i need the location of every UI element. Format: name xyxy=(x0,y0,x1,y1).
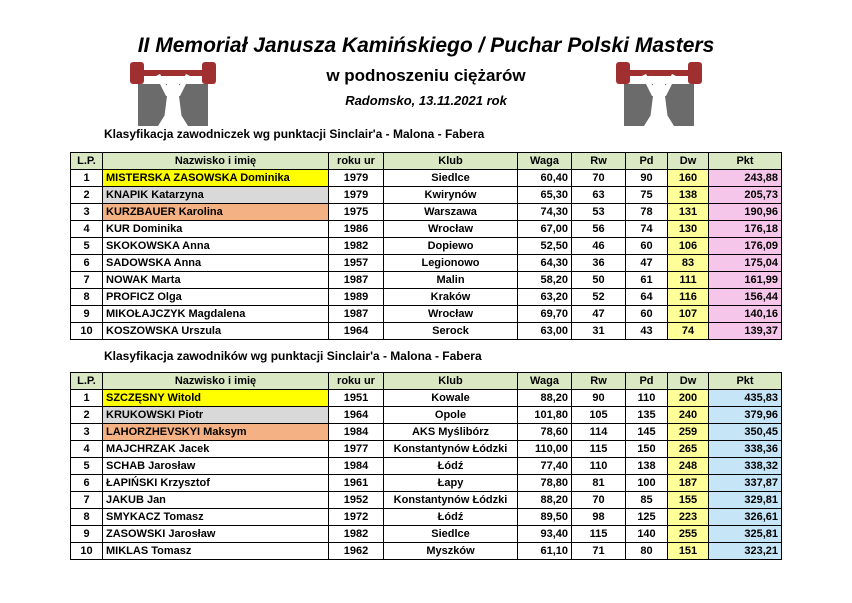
club-cell: Legionowo xyxy=(384,255,518,272)
points-cell: 176,18 xyxy=(709,221,782,238)
weight-cell: 110,00 xyxy=(518,441,572,458)
page-title: II Memoriał Janusza Kamińskiego / Puchar Polski Masters xyxy=(137,34,715,57)
clean-jerk-cell: 135 xyxy=(626,407,668,424)
header-col-club: Klub xyxy=(384,153,518,170)
table-row xyxy=(71,424,782,441)
snatch-cell: 110 xyxy=(572,458,626,475)
lp-cell: 8 xyxy=(71,509,103,526)
club-cell: Siedlce xyxy=(384,170,518,187)
club-cell: Kwirynów xyxy=(384,187,518,204)
table-row xyxy=(71,492,782,509)
weightlifter-icon xyxy=(128,58,218,130)
total-cell: 200 xyxy=(668,390,709,407)
year-cell: 1975 xyxy=(329,204,384,221)
lp-cell: 6 xyxy=(71,255,103,272)
header-col-total: Dw xyxy=(668,153,709,170)
lp-cell: 3 xyxy=(71,424,103,441)
snatch-cell: 114 xyxy=(572,424,626,441)
year-cell: 1987 xyxy=(329,272,384,289)
snatch-cell: 105 xyxy=(572,407,626,424)
table-row xyxy=(71,255,782,272)
total-cell: 187 xyxy=(668,475,709,492)
club-cell: Łapy xyxy=(384,475,518,492)
name-cell: SZCZĘSNY Witold xyxy=(103,390,329,407)
snatch-cell: 50 xyxy=(572,272,626,289)
year-cell: 1982 xyxy=(329,238,384,255)
points-cell: 329,81 xyxy=(709,492,782,509)
weight-cell: 69,70 xyxy=(518,306,572,323)
header-col-snatch: Rw xyxy=(572,373,626,390)
name-cell: ZASOWSKI Jarosław xyxy=(103,526,329,543)
snatch-cell: 56 xyxy=(572,221,626,238)
lp-cell: 1 xyxy=(71,390,103,407)
table-row xyxy=(71,204,782,221)
weight-cell: 101,80 xyxy=(518,407,572,424)
weight-cell: 93,40 xyxy=(518,526,572,543)
header-col-lp: L.P. xyxy=(71,373,103,390)
table-row xyxy=(71,170,782,187)
total-cell: 116 xyxy=(668,289,709,306)
clean-jerk-cell: 64 xyxy=(626,289,668,306)
club-cell: Malin xyxy=(384,272,518,289)
total-cell: 259 xyxy=(668,424,709,441)
lp-cell: 8 xyxy=(71,289,103,306)
total-cell: 83 xyxy=(668,255,709,272)
year-cell: 1982 xyxy=(329,526,384,543)
header-col-name: Nazwisko i imię xyxy=(103,153,329,170)
table-row xyxy=(71,475,782,492)
total-cell: 106 xyxy=(668,238,709,255)
club-cell: Myszków xyxy=(384,543,518,560)
lp-cell: 9 xyxy=(71,526,103,543)
lp-cell: 10 xyxy=(71,323,103,340)
snatch-cell: 115 xyxy=(572,441,626,458)
header-col-clean-jerk: Pd xyxy=(626,153,668,170)
club-cell: Wrocław xyxy=(384,306,518,323)
table-row xyxy=(71,187,782,204)
weight-cell: 77,40 xyxy=(518,458,572,475)
points-cell: 156,44 xyxy=(709,289,782,306)
clean-jerk-cell: 43 xyxy=(626,323,668,340)
table-row xyxy=(71,306,782,323)
weight-cell: 52,50 xyxy=(518,238,572,255)
points-cell: 176,09 xyxy=(709,238,782,255)
points-cell: 175,04 xyxy=(709,255,782,272)
snatch-cell: 46 xyxy=(572,238,626,255)
lp-cell: 7 xyxy=(71,492,103,509)
total-cell: 138 xyxy=(668,187,709,204)
snatch-cell: 98 xyxy=(572,509,626,526)
clean-jerk-cell: 61 xyxy=(626,272,668,289)
table-row xyxy=(71,458,782,475)
points-cell: 140,16 xyxy=(709,306,782,323)
total-cell: 265 xyxy=(668,441,709,458)
header-col-total: Dw xyxy=(668,373,709,390)
name-cell: KUR Dominika xyxy=(103,221,329,238)
lp-cell: 5 xyxy=(71,458,103,475)
points-cell: 435,83 xyxy=(709,390,782,407)
year-cell: 1964 xyxy=(329,323,384,340)
header-col-points: Pkt xyxy=(709,373,782,390)
clean-jerk-cell: 74 xyxy=(626,221,668,238)
name-cell: SMYKACZ Tomasz xyxy=(103,509,329,526)
snatch-cell: 52 xyxy=(572,289,626,306)
name-cell: MAJCHRZAK Jacek xyxy=(103,441,329,458)
name-cell: LAHORZHEVSKYI Maksym xyxy=(103,424,329,441)
club-cell: Kowale xyxy=(384,390,518,407)
club-cell: Łódź xyxy=(384,458,518,475)
header-col-weight: Waga xyxy=(518,373,572,390)
points-cell: 337,87 xyxy=(709,475,782,492)
points-cell: 350,45 xyxy=(709,424,782,441)
name-cell: PROFICZ Olga xyxy=(103,289,329,306)
year-cell: 1986 xyxy=(329,221,384,238)
points-cell: 338,36 xyxy=(709,441,782,458)
club-cell: AKS Myślibórz xyxy=(384,424,518,441)
header-col-weight: Waga xyxy=(518,153,572,170)
name-cell: MIKOŁAJCZYK Magdalena xyxy=(103,306,329,323)
lp-cell: 2 xyxy=(71,187,103,204)
clean-jerk-cell: 60 xyxy=(626,238,668,255)
weight-cell: 74,30 xyxy=(518,204,572,221)
snatch-cell: 70 xyxy=(572,492,626,509)
points-cell: 323,21 xyxy=(709,543,782,560)
weight-cell: 78,60 xyxy=(518,424,572,441)
total-cell: 74 xyxy=(668,323,709,340)
year-cell: 1977 xyxy=(329,441,384,458)
clean-jerk-cell: 47 xyxy=(626,255,668,272)
total-cell: 223 xyxy=(668,509,709,526)
weight-cell: 64,30 xyxy=(518,255,572,272)
weight-cell: 63,20 xyxy=(518,289,572,306)
clean-jerk-cell: 75 xyxy=(626,187,668,204)
clean-jerk-cell: 90 xyxy=(626,170,668,187)
year-cell: 1964 xyxy=(329,407,384,424)
lp-cell: 9 xyxy=(71,306,103,323)
weight-cell: 88,20 xyxy=(518,492,572,509)
header-col-clean-jerk: Pd xyxy=(626,373,668,390)
table-row xyxy=(71,323,782,340)
table-row xyxy=(71,407,782,424)
year-cell: 1989 xyxy=(329,289,384,306)
header-col-name: Nazwisko i imię xyxy=(103,373,329,390)
header-col-year: roku ur xyxy=(329,153,384,170)
total-cell: 240 xyxy=(668,407,709,424)
club-cell: Serock xyxy=(384,323,518,340)
header-col-points: Pkt xyxy=(709,153,782,170)
points-cell: 190,96 xyxy=(709,204,782,221)
year-cell: 1979 xyxy=(329,170,384,187)
snatch-cell: 63 xyxy=(572,187,626,204)
year-cell: 1957 xyxy=(329,255,384,272)
club-cell: Opole xyxy=(384,407,518,424)
weight-cell: 63,00 xyxy=(518,323,572,340)
points-cell: 325,81 xyxy=(709,526,782,543)
club-cell: Kraków xyxy=(384,289,518,306)
snatch-cell: 81 xyxy=(572,475,626,492)
table-row xyxy=(71,289,782,306)
clean-jerk-cell: 138 xyxy=(626,458,668,475)
name-cell: MIKLAS Tomasz xyxy=(103,543,329,560)
name-cell: KOSZOWSKA Urszula xyxy=(103,323,329,340)
club-cell: Siedlce xyxy=(384,526,518,543)
table-row xyxy=(71,272,782,289)
clean-jerk-cell: 100 xyxy=(626,475,668,492)
header-col-year: roku ur xyxy=(329,373,384,390)
table-row xyxy=(71,509,782,526)
year-cell: 1952 xyxy=(329,492,384,509)
snatch-cell: 71 xyxy=(572,543,626,560)
snatch-cell: 31 xyxy=(572,323,626,340)
club-cell: Łódź xyxy=(384,509,518,526)
weight-cell: 78,80 xyxy=(518,475,572,492)
table-row xyxy=(71,543,782,560)
clean-jerk-cell: 150 xyxy=(626,441,668,458)
total-cell: 131 xyxy=(668,204,709,221)
weight-cell: 65,30 xyxy=(518,187,572,204)
table-row xyxy=(71,526,782,543)
weight-cell: 58,20 xyxy=(518,272,572,289)
name-cell: SCHAB Jarosław xyxy=(103,458,329,475)
weight-cell: 61,10 xyxy=(518,543,572,560)
points-cell: 338,32 xyxy=(709,458,782,475)
clean-jerk-cell: 110 xyxy=(626,390,668,407)
points-cell: 139,37 xyxy=(709,323,782,340)
name-cell: KRUKOWSKI Piotr xyxy=(103,407,329,424)
weight-cell: 60,40 xyxy=(518,170,572,187)
points-cell: 205,73 xyxy=(709,187,782,204)
points-cell: 161,99 xyxy=(709,272,782,289)
name-cell: KNAPIK Katarzyna xyxy=(103,187,329,204)
year-cell: 1984 xyxy=(329,424,384,441)
lp-cell: 6 xyxy=(71,475,103,492)
name-cell: NOWAK Marta xyxy=(103,272,329,289)
points-cell: 326,61 xyxy=(709,509,782,526)
name-cell: MISTERSKA ZASOWSKA Dominika xyxy=(103,170,329,187)
table-row xyxy=(71,238,782,255)
year-cell: 1962 xyxy=(329,543,384,560)
page-subtitle: w podnoszeniu ciężarów xyxy=(326,66,526,85)
name-cell: KURZBAUER Karolina xyxy=(103,204,329,221)
club-cell: Warszawa xyxy=(384,204,518,221)
points-cell: 243,88 xyxy=(709,170,782,187)
weight-cell: 67,00 xyxy=(518,221,572,238)
snatch-cell: 70 xyxy=(572,170,626,187)
total-cell: 130 xyxy=(668,221,709,238)
total-cell: 155 xyxy=(668,492,709,509)
men-section-heading: Klasyfikacja zawodników wg punktacji Sinclair'a - Malona - Fabera xyxy=(104,349,482,363)
snatch-cell: 53 xyxy=(572,204,626,221)
club-cell: Dopiewo xyxy=(384,238,518,255)
weight-cell: 89,50 xyxy=(518,509,572,526)
lp-cell: 5 xyxy=(71,238,103,255)
table-header-row xyxy=(71,373,782,390)
table-row xyxy=(71,441,782,458)
clean-jerk-cell: 85 xyxy=(626,492,668,509)
table-header-row xyxy=(71,153,782,170)
clean-jerk-cell: 145 xyxy=(626,424,668,441)
total-cell: 160 xyxy=(668,170,709,187)
total-cell: 248 xyxy=(668,458,709,475)
total-cell: 111 xyxy=(668,272,709,289)
lp-cell: 3 xyxy=(71,204,103,221)
lp-cell: 7 xyxy=(71,272,103,289)
clean-jerk-cell: 80 xyxy=(626,543,668,560)
year-cell: 1987 xyxy=(329,306,384,323)
total-cell: 255 xyxy=(668,526,709,543)
snatch-cell: 90 xyxy=(572,390,626,407)
clean-jerk-cell: 140 xyxy=(626,526,668,543)
lp-cell: 4 xyxy=(71,441,103,458)
total-cell: 151 xyxy=(668,543,709,560)
total-cell: 107 xyxy=(668,306,709,323)
snatch-cell: 115 xyxy=(572,526,626,543)
men-results-table xyxy=(70,372,782,560)
lp-cell: 1 xyxy=(71,170,103,187)
place-date: Radomsko, 13.11.2021 rok xyxy=(345,93,507,108)
snatch-cell: 47 xyxy=(572,306,626,323)
club-cell: Konstantynów Łódzki xyxy=(384,441,518,458)
year-cell: 1961 xyxy=(329,475,384,492)
clean-jerk-cell: 60 xyxy=(626,306,668,323)
table-row xyxy=(71,390,782,407)
name-cell: JAKUB Jan xyxy=(103,492,329,509)
year-cell: 1972 xyxy=(329,509,384,526)
club-cell: Konstantynów Łódzki xyxy=(384,492,518,509)
clean-jerk-cell: 78 xyxy=(626,204,668,221)
header-col-club: Klub xyxy=(384,373,518,390)
women-section-heading: Klasyfikacja zawodniczek wg punktacji Sinclair'a - Malona - Fabera xyxy=(104,127,485,141)
club-cell: Wrocław xyxy=(384,221,518,238)
women-results-table xyxy=(70,152,782,340)
table-row xyxy=(71,221,782,238)
points-cell: 379,96 xyxy=(709,407,782,424)
lp-cell: 4 xyxy=(71,221,103,238)
lp-cell: 10 xyxy=(71,543,103,560)
snatch-cell: 36 xyxy=(572,255,626,272)
clean-jerk-cell: 125 xyxy=(626,509,668,526)
year-cell: 1951 xyxy=(329,390,384,407)
year-cell: 1984 xyxy=(329,458,384,475)
header-col-snatch: Rw xyxy=(572,153,626,170)
weight-cell: 88,20 xyxy=(518,390,572,407)
name-cell: SKOKOWSKA Anna xyxy=(103,238,329,255)
header-col-lp: L.P. xyxy=(71,153,103,170)
year-cell: 1979 xyxy=(329,187,384,204)
lp-cell: 2 xyxy=(71,407,103,424)
name-cell: SADOWSKA Anna xyxy=(103,255,329,272)
weightlifter-icon xyxy=(614,58,704,130)
name-cell: ŁAPIŃSKI Krzysztof xyxy=(103,475,329,492)
